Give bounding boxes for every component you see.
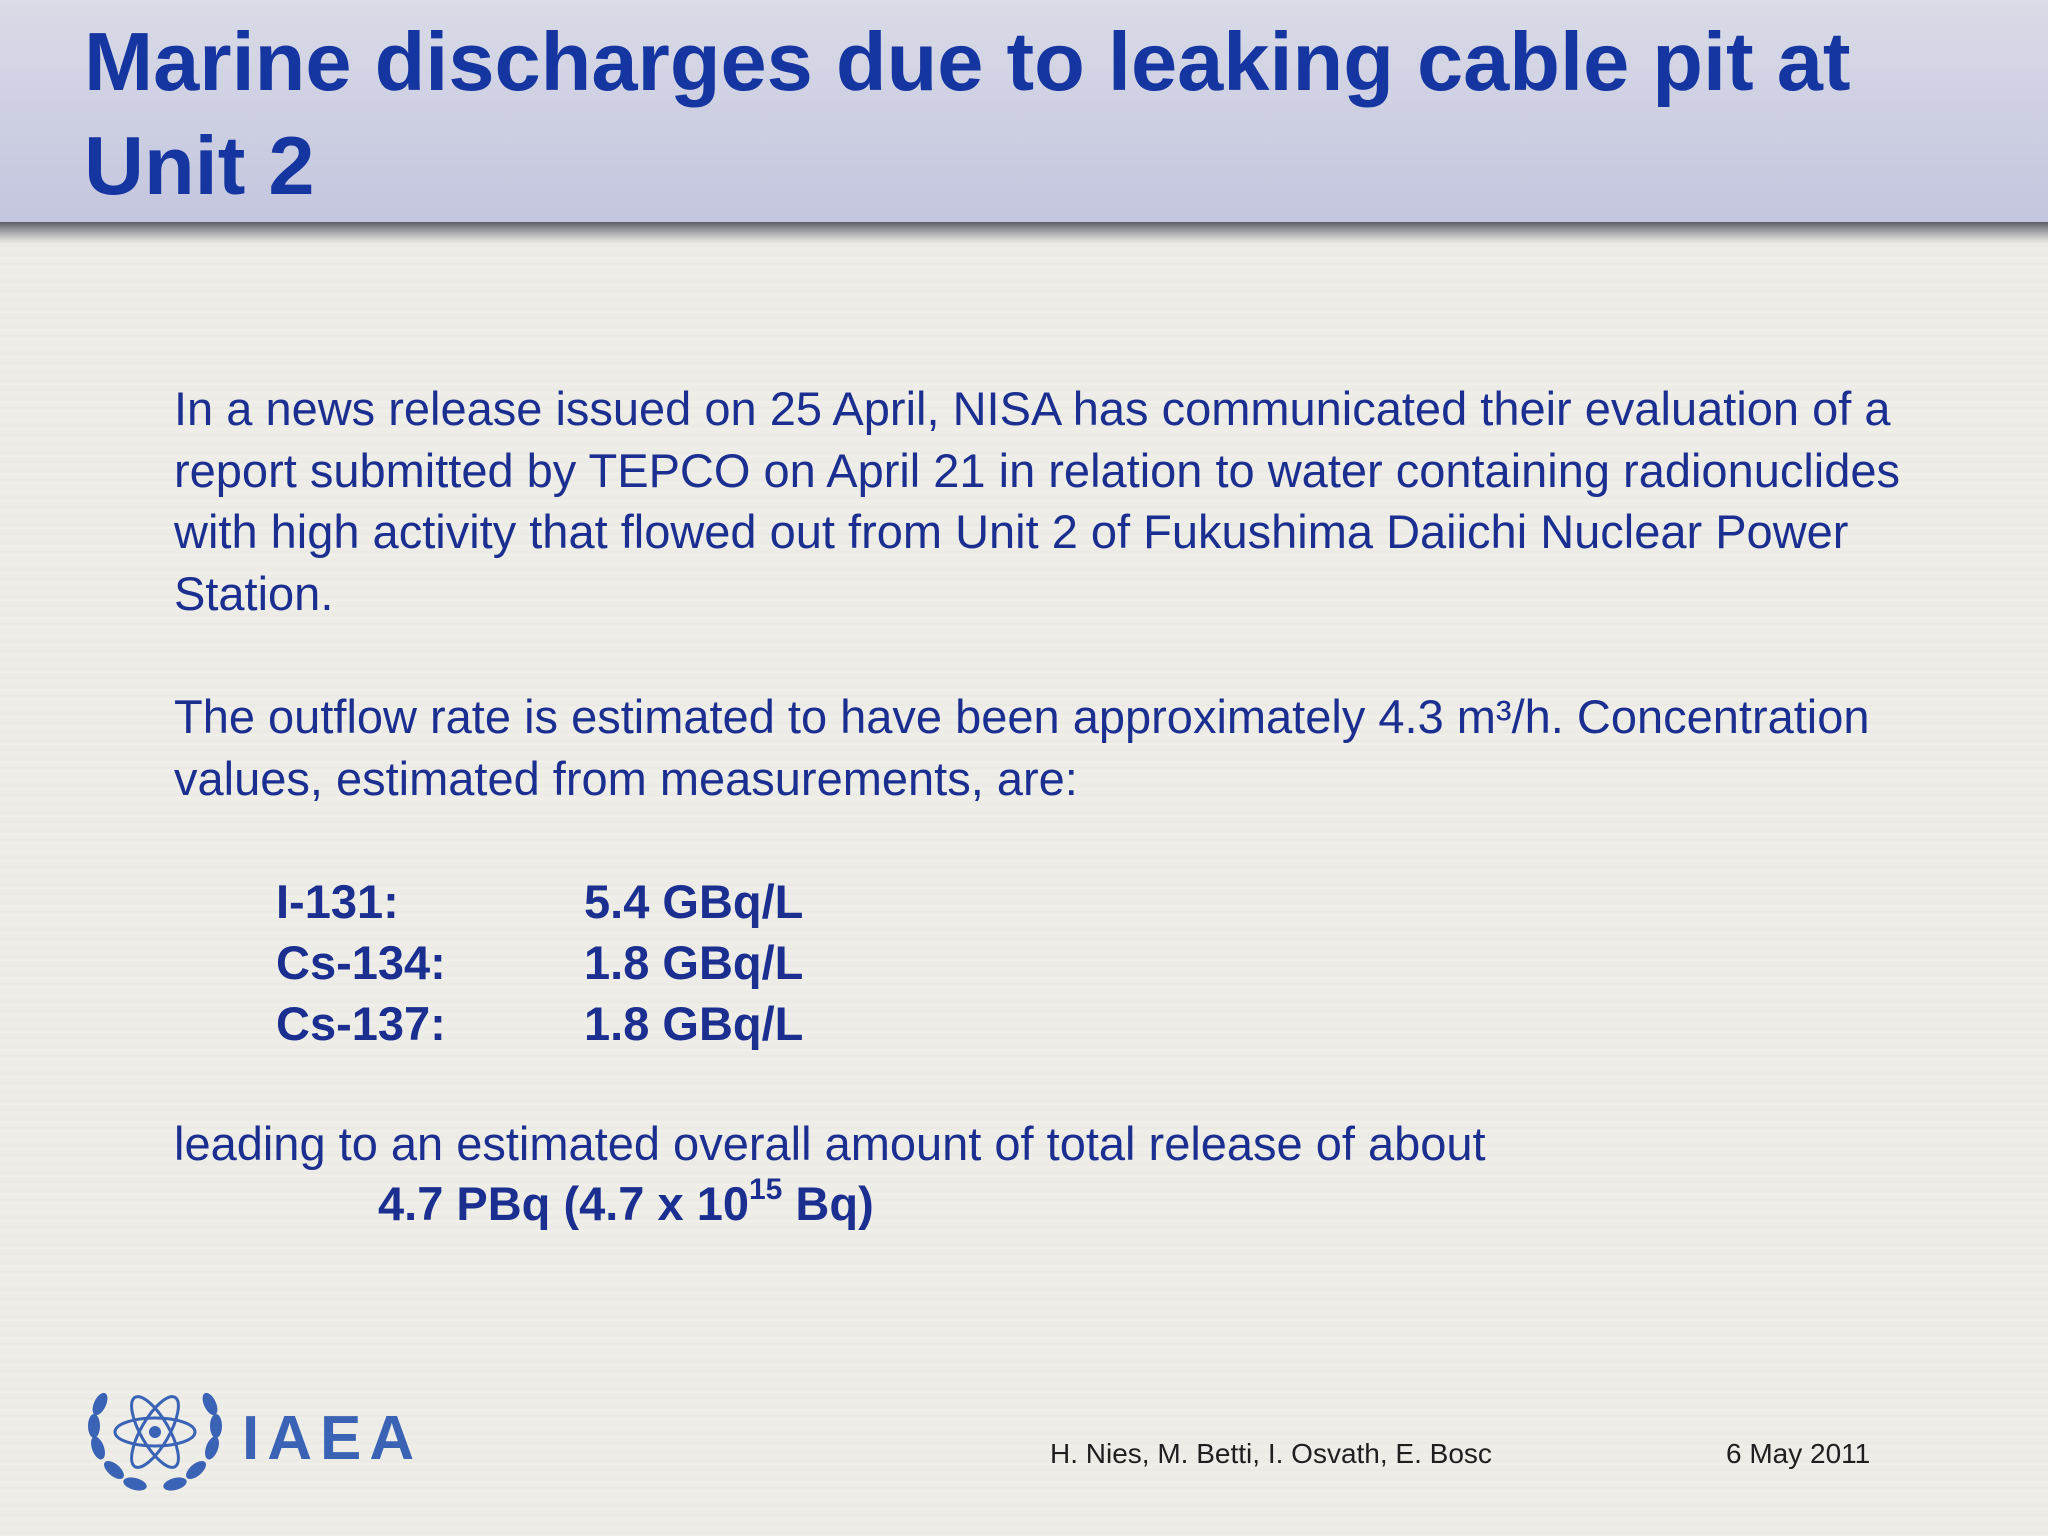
total-release-paragraph: leading to an estimated overall amount of total release of about	[174, 1117, 1486, 1170]
outflow-paragraph: The outflow rate is estimated to have been approximately 4.3 m³/h. Concentration values, estimated from measurements, are:	[174, 690, 1870, 805]
nuclide-value: 1.8 GBq/L	[584, 997, 804, 1050]
un-laurel-atom-icon	[80, 1370, 230, 1500]
nuclide-value: 5.4 GBq/L	[584, 875, 804, 928]
nuclide-name: I-131:	[276, 875, 399, 928]
nuclide-value: 1.8 GBq/L	[584, 936, 804, 989]
title-band-shadow	[0, 222, 2048, 244]
total-release-exponent: 15	[748, 1173, 783, 1207]
iaea-logo-text: IAEA	[242, 1403, 423, 1473]
total-release-prefix: 4.7 PBq (4.7 x 10	[378, 1177, 749, 1230]
footer-authors: H. Nies, M. Betti, I. Osvath, E. Bosc	[1050, 1438, 1492, 1469]
nuclide-row-cs134	[276, 932, 803, 993]
nuclide-row-i131	[276, 871, 803, 932]
footer-date: 6 May 2011	[1726, 1438, 1871, 1469]
nuclide-name: Cs-134:	[276, 936, 446, 989]
nuclide-name: Cs-137:	[276, 997, 446, 1050]
total-release-suffix: Bq)	[782, 1177, 874, 1230]
slide-title: Marine discharges due to leaking cable pit at Unit 2	[84, 15, 1851, 212]
nuclide-row-cs137	[276, 993, 803, 1054]
news-release-paragraph: In a news release issued on 25 April, NISA has communicated their evaluation of a report submitted by TEPCO on April 21 in relation to water containing radionuclides with high activity that flowed out from Unit 2 of Fukushima Daiichi Nuclear Power Station.	[174, 382, 1901, 620]
iaea-logo	[80, 1370, 422, 1500]
nuclide-concentration-list	[276, 871, 803, 1054]
total-release-value	[378, 1173, 874, 1234]
